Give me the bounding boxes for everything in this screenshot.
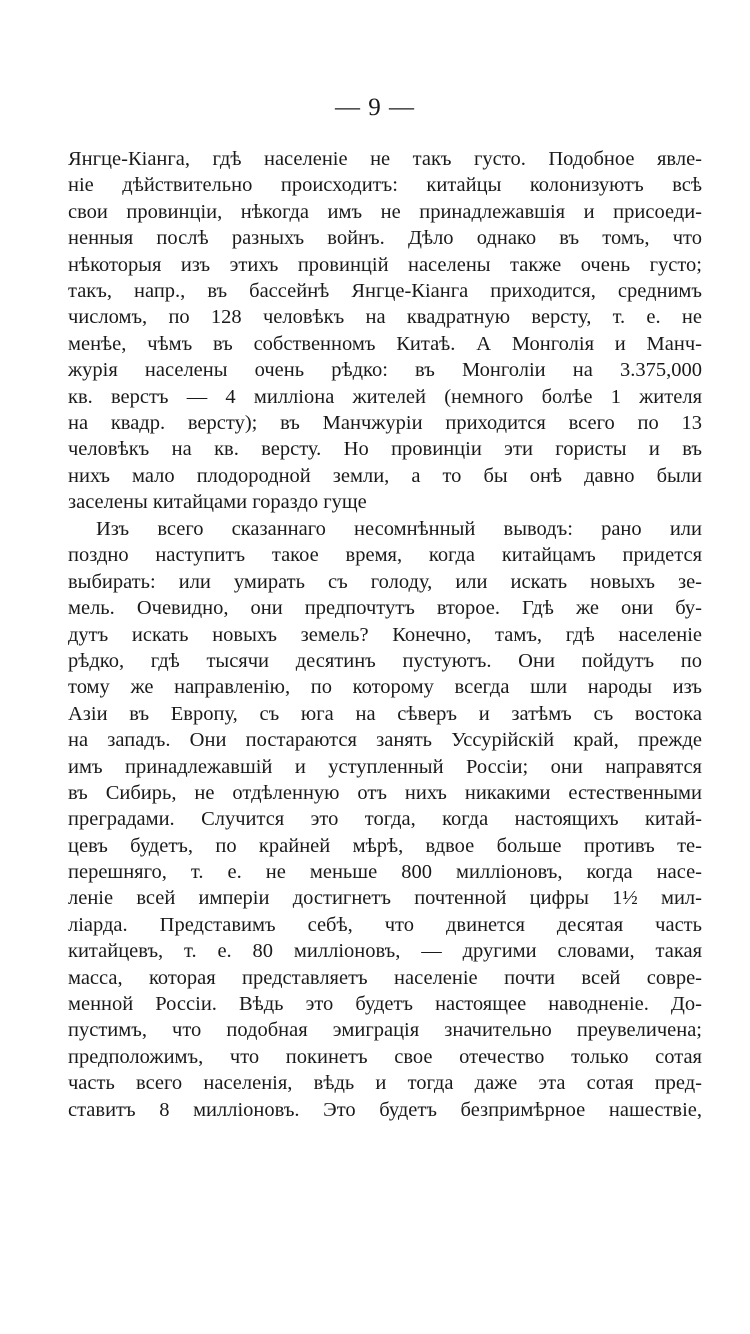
text-line: заселены китайцами гораздо гуще bbox=[68, 491, 367, 514]
text-line: ставитъ 8 милліоновъ. Это будетъ безпримѣрное нашествіе, bbox=[68, 1098, 702, 1121]
text-line: выбирать: или умирать съ голоду, или искать новыхъ зе- bbox=[68, 570, 702, 593]
paragraph-conclusion bbox=[68, 516, 702, 1123]
text-line: масса, которая представляетъ населеніе почти всей совре- bbox=[68, 966, 702, 989]
text-line: нѣкоторыя изъ этихъ провинцій населены также очень густо; bbox=[68, 253, 702, 276]
text-line: журія населены очень рѣдко: въ Монголіи на 3.375,000 bbox=[68, 359, 702, 382]
text-line: китайцевъ, т. е. 80 милліоновъ, — другими словами, такая bbox=[68, 940, 702, 963]
text-line: Янгце-Кіанга, гдѣ населеніе не такъ густо. Подобное явле- bbox=[68, 148, 702, 170]
text-line: нихъ мало плодородной земли, а то бы онѣ давно были bbox=[68, 464, 702, 487]
text-line: рѣдко, гдѣ тысячи десятинъ пустуютъ. Они пойдутъ по bbox=[68, 649, 702, 672]
text-line: леніе всей имперіи достигнетъ почтенной цифры 1½ мил- bbox=[68, 887, 702, 910]
text-line: свои провинціи, нѣкогда имъ не принадлежавшія и присоеди- bbox=[68, 200, 702, 223]
text-line: имъ принадлежавшій и уступленный Россіи; они направятся bbox=[68, 755, 702, 778]
text-line: Азіи въ Европу, съ юга на сѣверъ и затѣмъ съ востока bbox=[68, 702, 702, 725]
text-line: ліарда. Представимъ себѣ, что двинется десятая часть bbox=[68, 913, 702, 936]
text-line: человѣкъ на кв. версту. Но провинціи эти гористы и въ bbox=[68, 438, 702, 461]
text-line: числомъ, по 128 человѣкъ на квадратную версту, т. е. не bbox=[68, 306, 702, 329]
page-number: — 9 — bbox=[335, 94, 415, 121]
text-line: мель. Очевидно, они предпочтутъ второе. Гдѣ же они бу- bbox=[68, 597, 702, 620]
text-line: такъ, напр., въ бассейнѣ Янгце-Кіанга приходится, среднимъ bbox=[68, 279, 702, 302]
paragraph-continued bbox=[68, 146, 702, 515]
text-line: менной Россіи. Вѣдь это будетъ настоящее наводненіе. До- bbox=[68, 993, 702, 1016]
text-line: перешняго, т. е. не меньше 800 милліоновъ, когда насе- bbox=[68, 861, 702, 884]
text-line: предположимъ, что покинетъ свое отечество только сотая bbox=[68, 1045, 702, 1068]
text-line: въ Сибирь, не отдѣленную отъ нихъ никакими естественными bbox=[68, 781, 702, 804]
text-line: часть всего населенія, вѣдь и тогда даже эта сотая пред- bbox=[68, 1072, 702, 1095]
text-line: преградами. Случится это тогда, когда настоящихъ китай- bbox=[68, 808, 702, 831]
text-line: менѣе, чѣмъ въ собственномъ Китаѣ. А Монголія и Манч- bbox=[68, 332, 702, 355]
text-line: Изъ всего сказаннаго несомнѣнный выводъ: рано или bbox=[96, 518, 702, 540]
text-line: тому же направленію, по которому всегда шли народы изъ bbox=[68, 676, 702, 699]
text-line: поздно наступитъ такое время, когда китайцамъ придется bbox=[68, 544, 702, 567]
text-line: дутъ искать новыхъ земель? Конечно, тамъ, гдѣ населеніе bbox=[68, 623, 702, 646]
text-line: на западъ. Они постараются занять Уссурійскій край, прежде bbox=[68, 729, 702, 752]
text-line: кв. верстъ — 4 милліона жителей (немного болѣе 1 жителя bbox=[68, 385, 702, 408]
text-line: пустимъ, что подобная эмиграція значительно преувеличена; bbox=[68, 1019, 702, 1042]
text-line: на квадр. версту); въ Манчжуріи приходится всего по 13 bbox=[68, 411, 702, 434]
text-line: цевъ будетъ, по крайней мѣрѣ, вдвое больше противъ те- bbox=[68, 834, 702, 857]
text-line: ненныя послѣ разныхъ войнъ. Дѣло однако въ томъ, что bbox=[68, 227, 702, 250]
text-line: ніе дѣйствительно происходитъ: китайцы колонизуютъ всѣ bbox=[68, 174, 702, 197]
